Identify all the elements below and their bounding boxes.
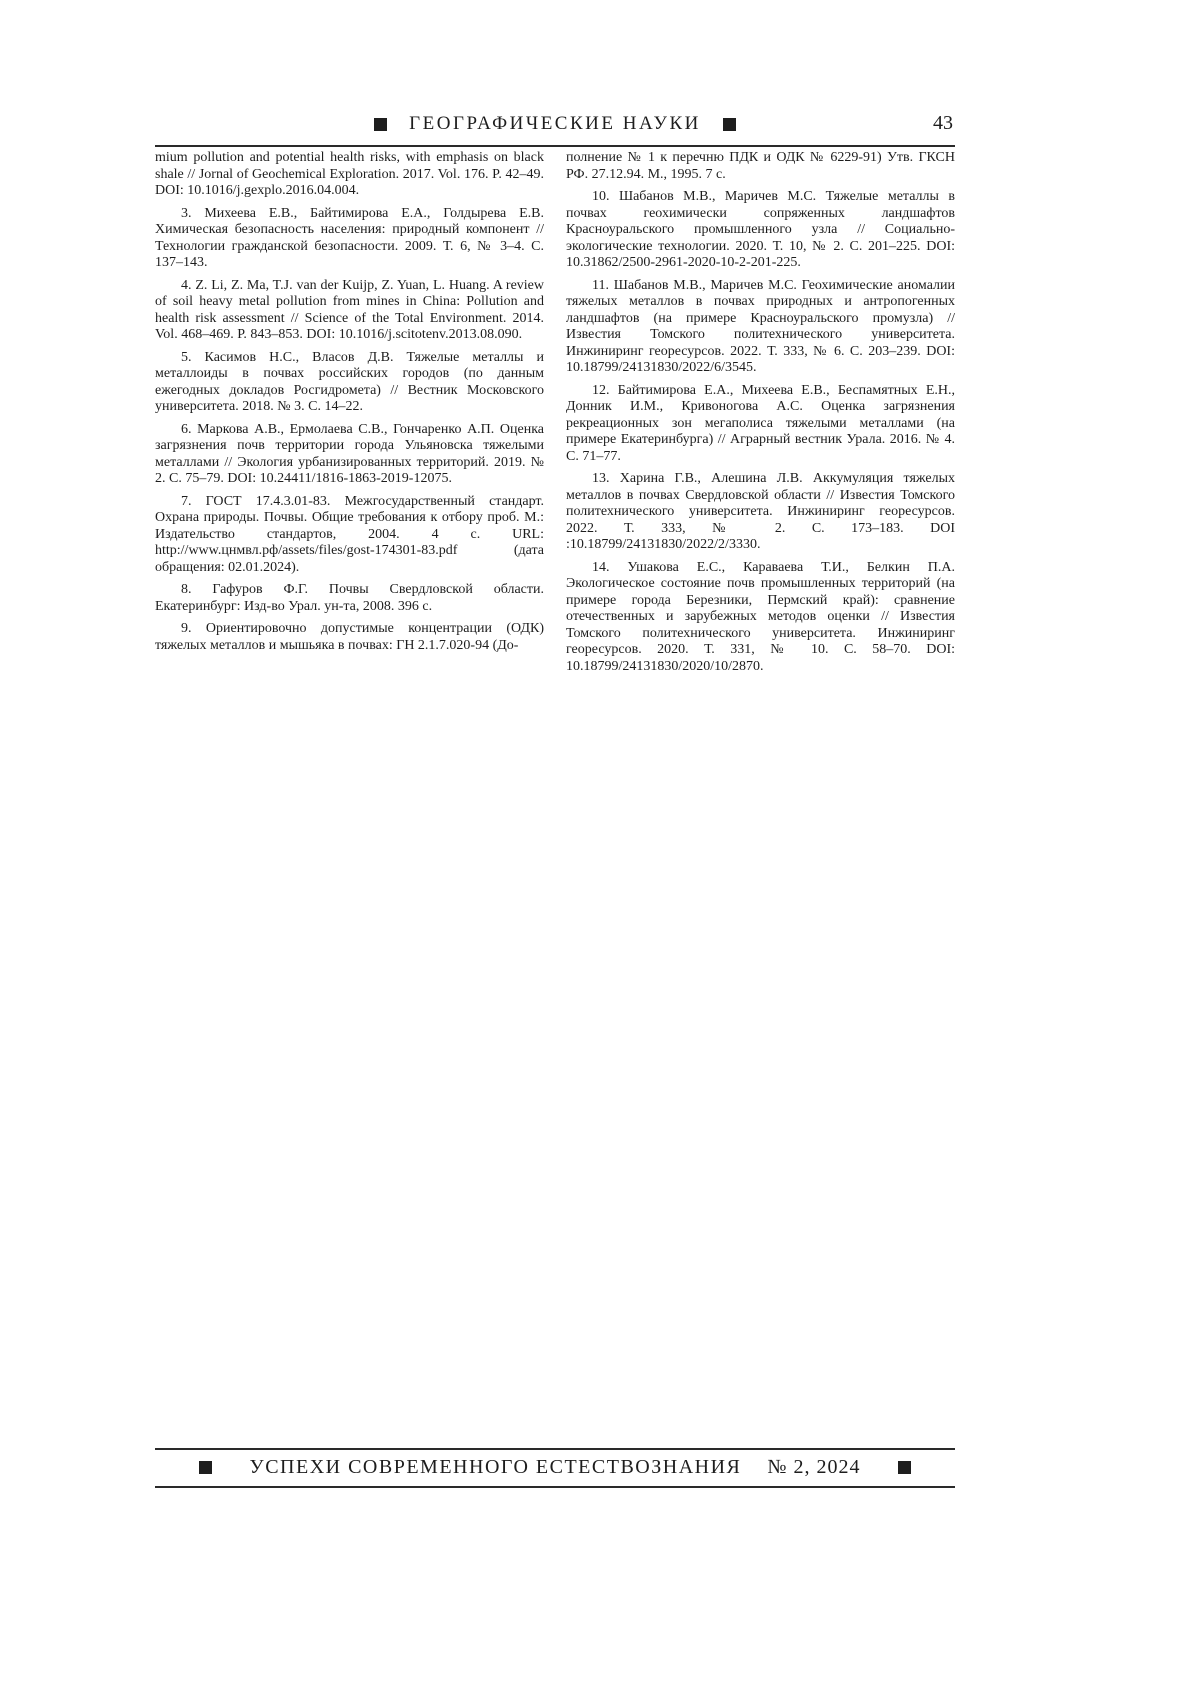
header-rule — [155, 145, 955, 147]
reference-item: 3. Михеева Е.В., Байтимирова Е.А., Голдырева Е.В. Химическая безопасность населения: природный компонент // Технологии гражданской безопасности. 2009. Т. 6, № 3–4. С. 137–143. — [155, 205, 544, 270]
page-footer — [155, 1448, 955, 1488]
footer-right-square-icon — [898, 1461, 911, 1474]
reference-item: 14. Ушакова Е.С., Караваева Т.И., Белкин П.А. Экологическое состояние почв промышленных территорий (на примере города Березники, Пермский край): сравнение отечественных и зарубежных методов оценки // Известия Томского политехнического университета. Инжиниринг георесурсов. 2020. Т. 331, № 10. С. 58–70. DOI: 10.18799/24131830/2020/10/2870. — [566, 559, 955, 674]
section-title: ГЕОГРАФИЧЕСКИЕ НАУКИ — [409, 113, 701, 134]
reference-item: 6. Маркова А.В., Ермолаева С.В., Гончаренко А.П. Оценка загрязнения почв территории города Ульяновска тяжелыми металлами // Экология урбанизированных территорий. 2019. № 2. С. 75–79. DOI: 10.24411/1816-1863-2019-12075. — [155, 421, 544, 486]
journal-issue: № 2, 2024 — [767, 1456, 861, 1478]
footer-band — [155, 1448, 955, 1488]
reference-item: 12. Байтимирова Е.А., Михеева Е.В., Беспамятных Е.Н., Донник И.М., Кривоногова А.С. Оценка загрязнения рекреационных зон мегаполиса тяжелыми металлами (на примере Екатеринбурга) // Аграрный вестник Урала. 2016. № 4. С. 71–77. — [566, 382, 955, 464]
header-right-square-icon — [723, 118, 736, 131]
header-left-square-icon — [374, 118, 387, 131]
left-column — [155, 150, 544, 681]
page-number: 43 — [933, 112, 953, 134]
journal-title: УСПЕХИ СОВРЕМЕННОГО ЕСТЕСТВОЗНАНИЯ — [249, 1456, 742, 1478]
reference-item: 9. Ориентировочно допустимые концентрации (ОДК) тяжелых металлов и мышьяка в почвах: ГН 2.1.7.020-94 (До- — [155, 621, 544, 653]
right-column — [566, 150, 955, 681]
reference-item: 7. ГОСТ 17.4.3.01-83. Межгосударственный стандарт. Охрана природы. Почвы. Общие требования к отбору проб. М.: Издательство стандартов, 2004. 4 с. URL: http://www.цнмвл.рф/assets/files/gost-174301-83.pdf (дата обращения: 02.01.2024). — [155, 493, 544, 575]
reference-item: 5. Касимов Н.С., Власов Д.В. Тяжелые металлы и металлоиды в почвах российских городов (по данным ежегодных докладов Росгидромета) // Вестник Московского университета. 2018. № 3. С. 14–22. — [155, 349, 544, 414]
footer-text — [250, 1456, 861, 1479]
reference-continuation: mium pollution and potential health risks, with emphasis on black shale // Jornal of Geochemical Exploration. 2017. Vol. 176. P. 42–49. DOI: 10.1016/j.gexplo.2016.04.004. — [155, 150, 544, 198]
page-header — [155, 112, 955, 147]
reference-item: 8. Гафуров Ф.Г. Почвы Свердловской области. Екатеринбург: Изд-во Урал. ун-та, 2008. 396 с. — [155, 582, 544, 614]
header-row — [155, 112, 955, 136]
reference-continuation: полнение № 1 к перечню ПДК и ОДК № 6229-91) Утв. ГКСН РФ. 27.12.94. М., 1995. 7 с. — [566, 150, 955, 182]
references-columns — [155, 150, 955, 681]
reference-item: 11. Шабанов М.В., Маричев М.С. Геохимические аномалии тяжелых металлов в почвах природных и антропогенных ландшафтов (на примере Красноуральского промузла) // Известия Томского политехнического университета. Инжиниринг георесурсов. 2022. Т. 333, № 6. С. 203–239. DOI: 10.18799/24131830/2022/6/3545. — [566, 277, 955, 375]
reference-item: 13. Харина Г.В., Алешина Л.В. Аккумуляция тяжелых металлов в почвах Свердловской области // Известия Томского политехнического университета. Инжиниринг георесурсов. 2022. Т. 333, № 2. С. 173–183. DOI :10.18799/24131830/2022/2/3330. — [566, 471, 955, 552]
reference-item: 4. Z. Li, Z. Ma, T.J. van der Kuijp, Z. Yuan, L. Huang. A review of soil heavy metal pollution from mines in China: Pollution and health risk assessment // Science of the Total Environment. 2014. Vol. 468–469. P. 843–853. DOI: 10.1016/j.scitotenv.2013.08.090. — [155, 277, 544, 342]
footer-left-square-icon — [199, 1461, 212, 1474]
reference-item: 10. Шабанов М.В., Маричев М.С. Тяжелые металлы в почвах геохимически сопряженных ландшафтов Красноуральского промышленного узла // Социально-экологические технологии. 2020. Т. 10, № 2. С. 201–225. DOI: 10.31862/2500-2961-2020-10-2-201-225. — [566, 189, 955, 270]
